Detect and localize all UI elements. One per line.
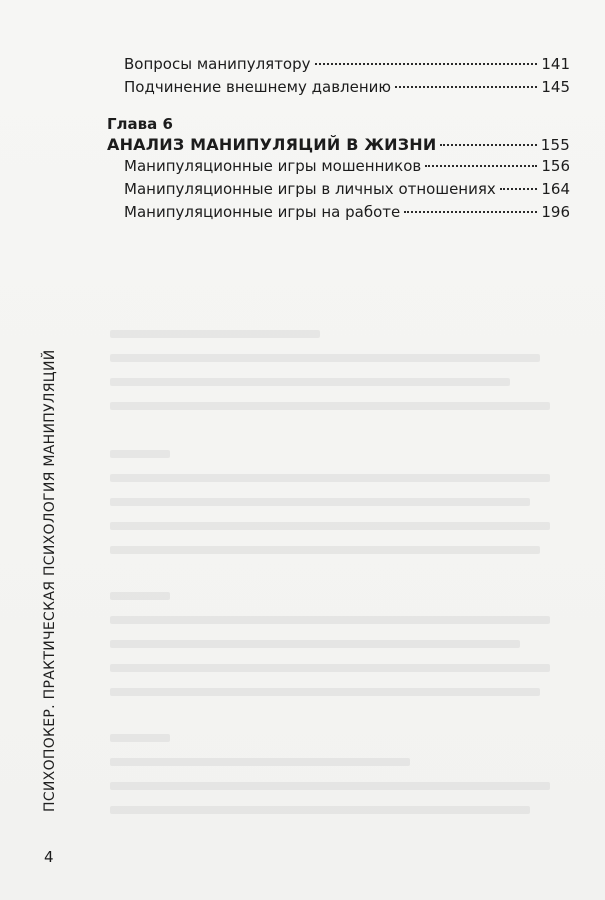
page-number: 4 <box>44 848 54 866</box>
toc-leader-dots <box>315 63 538 65</box>
chapter-page: 155 <box>540 136 570 154</box>
toc-entry <box>124 54 570 74</box>
toc-entry-title: Вопросы манипулятору <box>124 55 311 73</box>
toc-leader-dots <box>500 188 538 190</box>
toc-leader-dots <box>395 86 537 88</box>
toc-entry-page: 164 <box>541 180 570 198</box>
toc-entry-page: 196 <box>541 203 570 221</box>
running-head: ПСИХОПОКЕР. ПРАКТИЧЕСКАЯ ПСИХОЛОГИЯ МАНИПУЛЯЦИЙ <box>42 349 58 812</box>
chapter-title-entry <box>107 135 570 155</box>
toc-leader-dots <box>440 144 536 146</box>
toc-entry-page: 145 <box>541 78 570 96</box>
toc-entry-page: 141 <box>541 55 570 73</box>
toc-leader-dots <box>404 211 537 213</box>
toc-entry <box>124 179 570 199</box>
toc-entry-title: Подчинение внешнему давлению <box>124 78 392 96</box>
chapter-label: Глава 6 <box>107 115 173 133</box>
toc-entry <box>124 202 570 222</box>
toc-entry-page: 156 <box>541 157 570 175</box>
toc-leader-dots <box>425 165 537 167</box>
toc-entry-title: Манипуляционные игры мошенников <box>124 157 422 175</box>
toc-entry <box>124 156 570 176</box>
toc-entry <box>124 77 570 97</box>
chapter-title: АНАЛИЗ МАНИПУЛЯЦИЙ В ЖИЗНИ <box>107 135 437 154</box>
toc-entry-title: Манипуляционные игры на работе <box>124 203 401 221</box>
toc-entry-title: Манипуляционные игры в личных отношениях <box>124 180 496 198</box>
